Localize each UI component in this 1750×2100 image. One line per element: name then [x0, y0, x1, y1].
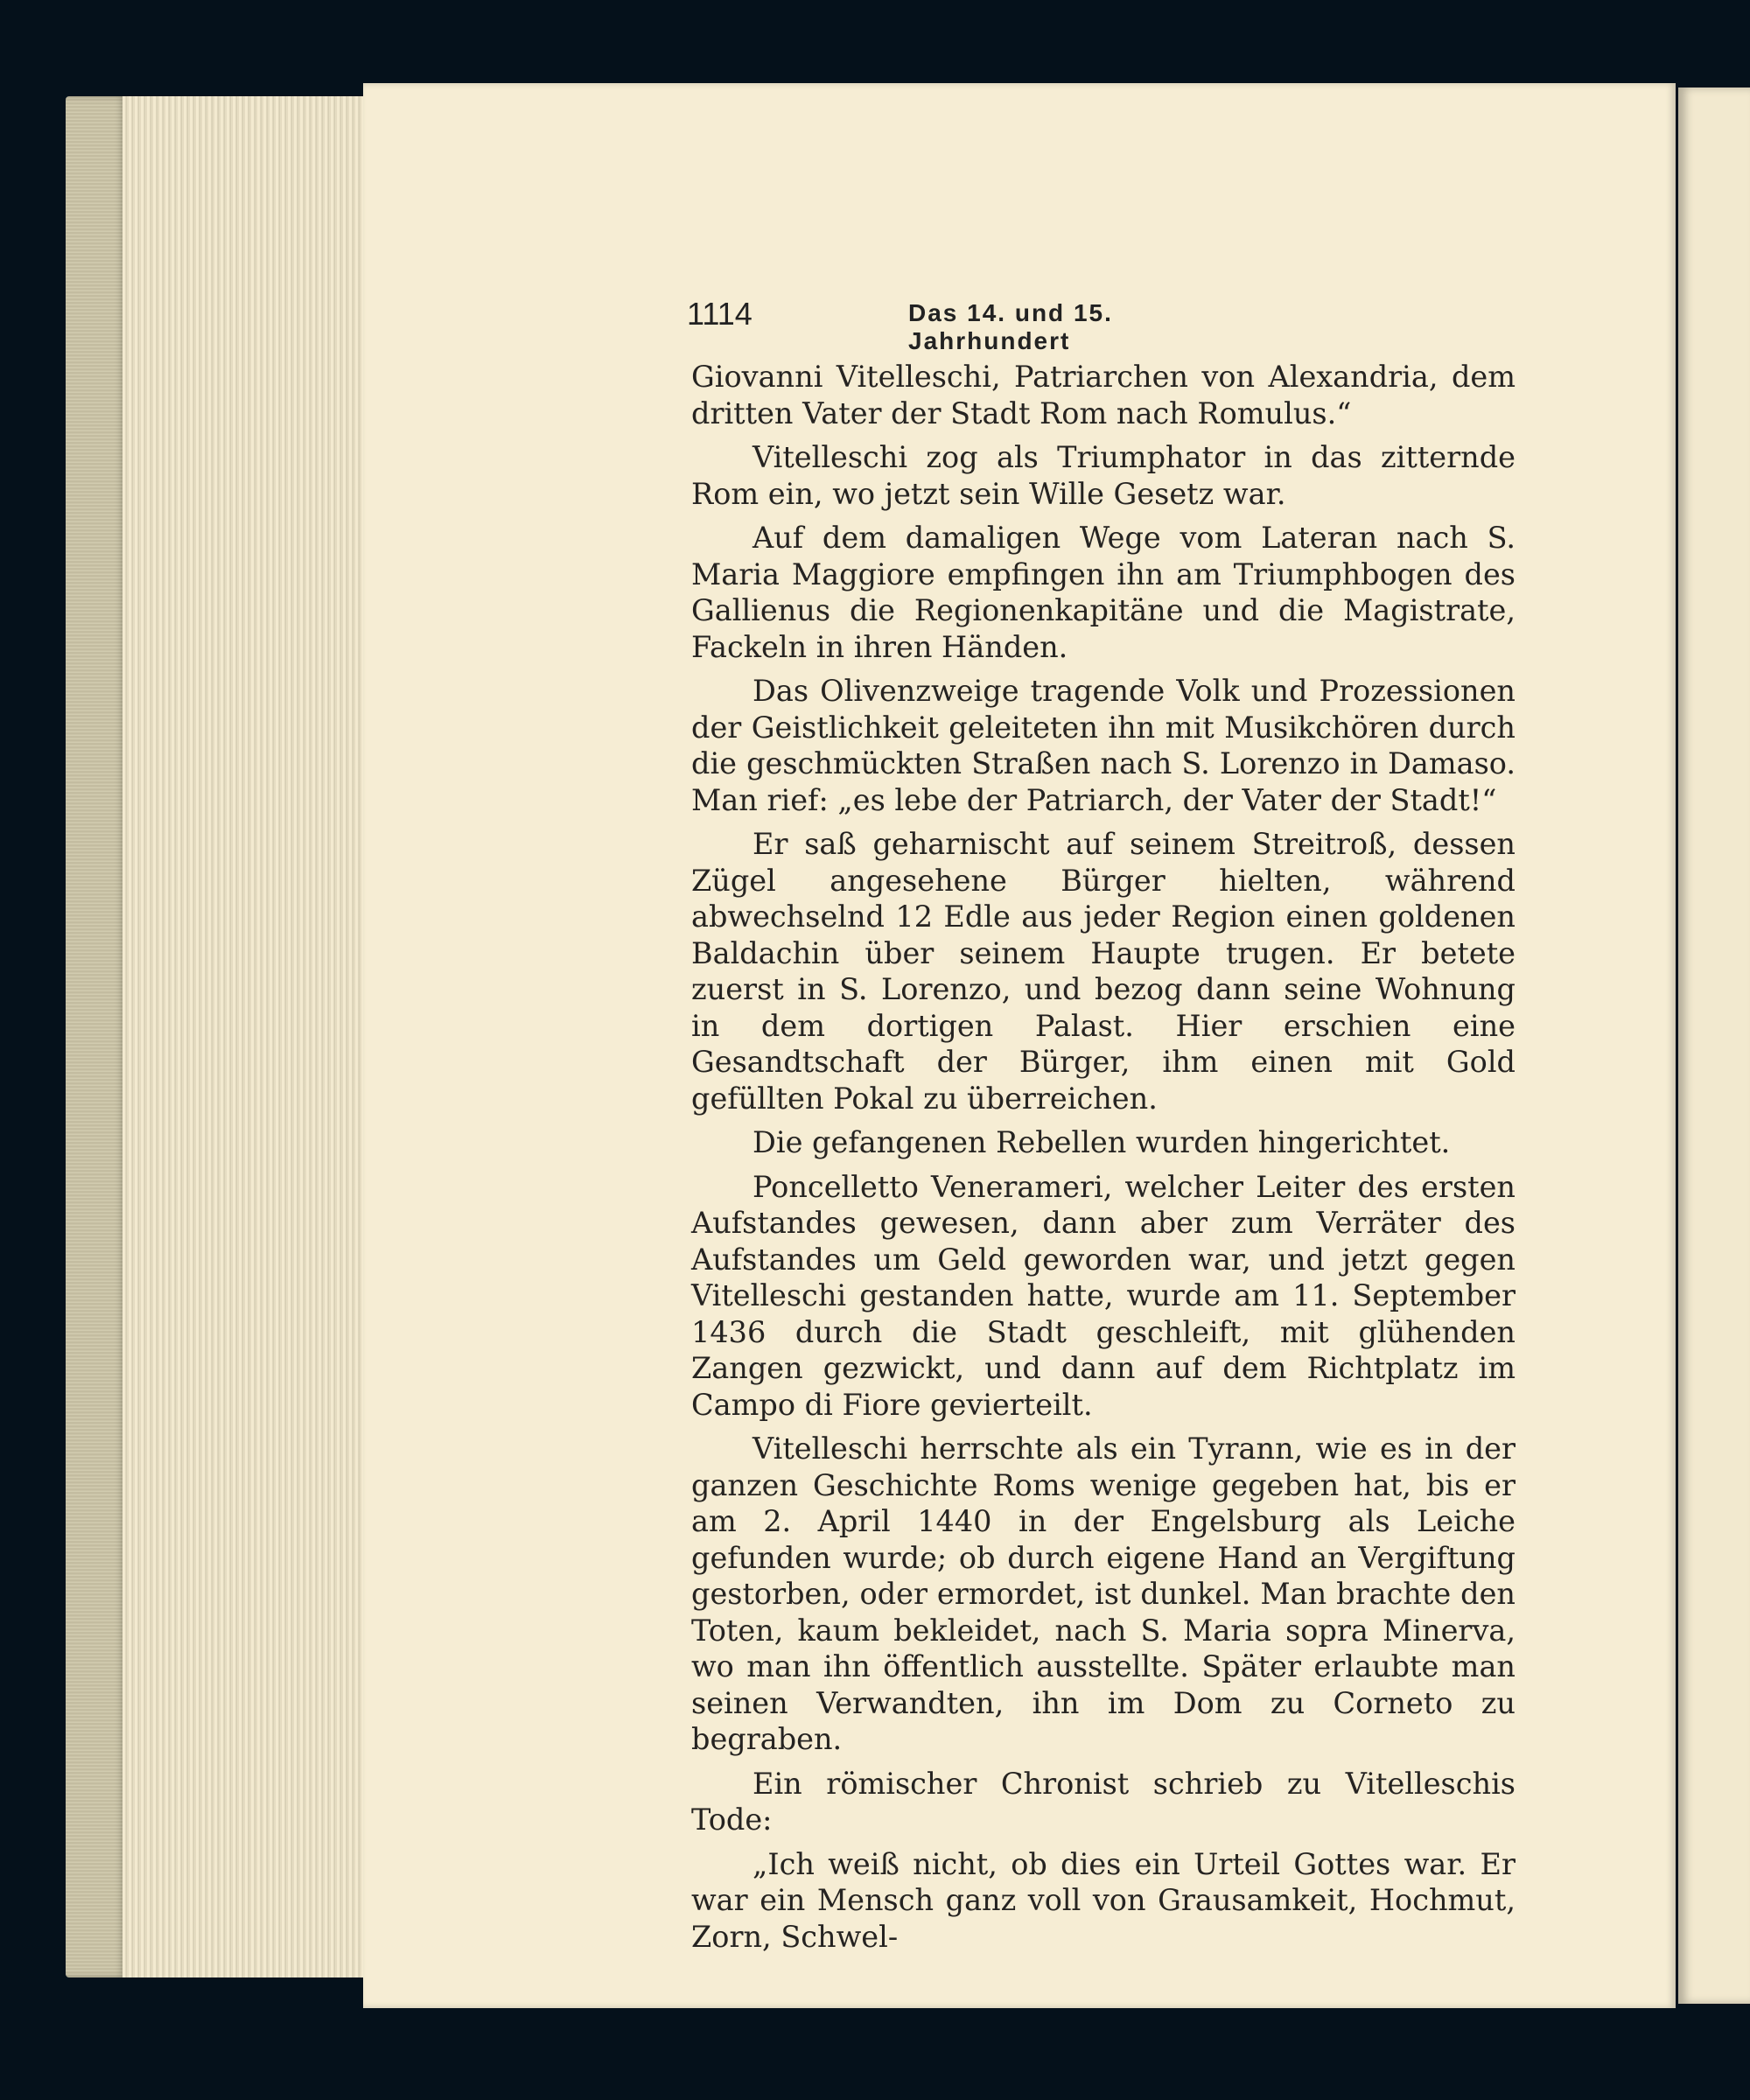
- paragraph: Er saß geharnischt auf seinem Streitroß, dessen Zügel angesehene Bürger hielten, während abwechselnd 12 Edle aus jeder Region einen goldenen Baldachin über seinem Haupte trugen. Er betete zuerst in S. Lorenzo, und bezog dann seine Wohnung in dem dortigen Palast. Hier erschien eine Gesandtschaft der Bürger, ihm einen mit Gold gefüllten Pokal zu überreichen.: [691, 827, 1516, 1116]
- paragraph: Vitelleschi zog als Triumphator in das zitternde Rom ein, wo jetzt sein Wille Gesetz war.: [691, 440, 1516, 511]
- paragraph: Giovanni Vitelleschi, Patriarchen von Alexandria, dem dritten Vater der Stadt Rom nach Romulus.“: [691, 360, 1516, 430]
- paragraph: Auf dem damaligen Wege vom Lateran nach S. Maria Maggiore empfingen ihn am Triumphbogen des Gallienus die Regionenkapitäne und die Magistrate, Fackeln in ihren Händen.: [691, 521, 1516, 664]
- running-title: Das 14. und 15. Jahrhundert: [908, 299, 1113, 354]
- paragraph: „Ich weiß nicht, ob dies ein Urteil Gottes war. Er war ein Mensch ganz voll von Grausamkeit, Hochmut, Zorn, Schwel-: [691, 1846, 1516, 1954]
- body-text: [691, 359, 1516, 1963]
- page-header: [687, 296, 1282, 354]
- page-number: 1114: [687, 296, 752, 332]
- paragraph: Vitelleschi herrschte als ein Tyrann, wie es in der ganzen Geschichte Roms wenige gegeben hat, bis er am 2. April 1440 in der Engelsburg als Leiche gefunden wurde; ob durch eigene Hand an Vergiftung gestorben, oder ermordet, ist dunkel. Man brachte den Toten, kaum bekleidet, nach S. Maria sopra Minerva, wo man ihn öffentlich ausstellte. Später erlaubte man seinen Verwandten, ihn im Dom zu Corneto zu begraben.: [691, 1432, 1516, 1756]
- page-edges: [122, 96, 368, 1978]
- paragraph: Poncelletto Venerameri, welcher Leiter des ersten Aufstandes gewesen, dann aber zum Verräter des Aufstandes um Geld geworden war, und jetzt gegen Vitelleschi gestanden hatte, wurde am 11. September 1436 durch die Stadt geschleift, mit glühenden Zangen gezwickt, und dann auf dem Richtplatz im Campo di Fiore gevierteilt.: [691, 1169, 1516, 1422]
- book-spine-cover: [66, 96, 127, 1978]
- paragraph: Die gefangenen Rebellen wurden hingerichtet.: [752, 1125, 1451, 1159]
- paragraph: Ein römischer Chronist schrieb zu Vitelleschis Tode:: [691, 1766, 1516, 1837]
- facing-page-edge: [1678, 88, 1750, 2004]
- paragraph: Das Olivenzweige tragende Volk und Prozessionen der Geistlichkeit geleiteten ihn mit Musikchören durch die geschmückten Straßen nach S. Lorenzo in Damaso. Man rief: „es lebe der Patriarch, der Vater der Stadt!“: [691, 674, 1516, 817]
